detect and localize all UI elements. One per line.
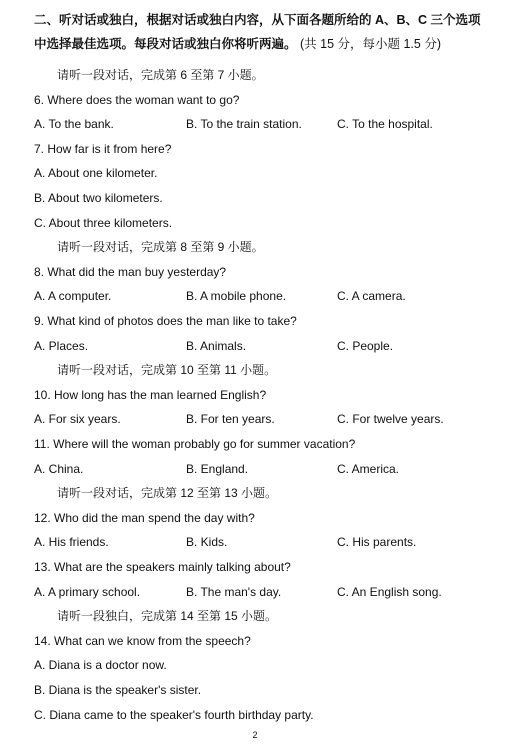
question-line: 10. How long has the man learned English? <box>34 388 267 402</box>
question-line: 7. How far is it from here? <box>34 142 172 156</box>
option-a: A. For six years. <box>34 412 121 426</box>
option-c: C. A camera. <box>337 289 406 303</box>
option-c: C. People. <box>337 339 394 353</box>
option-c: C. America. <box>337 462 400 476</box>
option-c: C. His parents. <box>337 535 417 549</box>
question-line: A. About one kilometer. <box>34 166 158 180</box>
option-b: B. A mobile phone. <box>186 289 287 303</box>
question-line: 6. Where does the woman want to go? <box>34 93 240 107</box>
option-b: B. Kids. <box>186 535 228 549</box>
listening-instruction: 请听一段对话，完成第 12 至第 13 小题。 <box>57 486 278 500</box>
option-b: B. The man's day. <box>186 585 282 599</box>
options-row <box>34 584 494 600</box>
question-line: B. Diana is the speaker's sister. <box>34 683 202 697</box>
question-line: 9. What kind of photos does the man like to take? <box>34 314 297 328</box>
question-line: C. Diana came to the speaker's fourth birthday party. <box>34 708 314 722</box>
question-line: 8. What did the man buy yesterday? <box>34 265 227 279</box>
option-a: A. China. <box>34 462 84 476</box>
option-a: A. To the bank. <box>34 117 114 131</box>
question-line: 14. What can we know from the speech? <box>34 634 251 648</box>
question-line: B. About two kilometers. <box>34 191 163 205</box>
question-line: A. Diana is a doctor now. <box>34 658 167 672</box>
listening-instruction: 请听一段对话，完成第 6 至第 7 小题。 <box>57 68 264 82</box>
question-line: 13. What are the speakers mainly talking about? <box>34 560 291 574</box>
option-c: C. To the hospital. <box>337 117 433 131</box>
listening-instruction: 请听一段独白，完成第 14 至第 15 小题。 <box>57 609 278 623</box>
question-line: 11. Where will the woman probably go for summer vacation? <box>34 437 356 451</box>
options-row <box>34 534 494 550</box>
question-line: C. About three kilometers. <box>34 216 173 230</box>
options-row <box>34 288 494 304</box>
question-line: 12. Who did the man spend the day with? <box>34 511 255 525</box>
option-a: A. A computer. <box>34 289 112 303</box>
options-row <box>34 411 494 427</box>
option-a: A. His friends. <box>34 535 109 549</box>
option-a: A. Places. <box>34 339 89 353</box>
option-a: A. A primary school. <box>34 585 141 599</box>
option-b: B. To the train station. <box>186 117 302 131</box>
options-row <box>34 338 494 354</box>
option-b: B. Animals. <box>186 339 247 353</box>
option-b: B. For ten years. <box>186 412 275 426</box>
section-score: (共 15 分，每小题 1.5 分) <box>300 37 441 51</box>
listening-instruction: 请听一段对话，完成第 8 至第 9 小题。 <box>57 240 264 254</box>
section-title: 二、听对话或独白，根据对话或独白内容，从下面各题所给的 A、B、C 三个选项中选择最佳选项。每段对话或独白你将听两遍。 <box>34 13 481 51</box>
option-b: B. England. <box>186 462 249 476</box>
listening-instruction: 请听一段对话，完成第 10 至第 11 小题。 <box>57 363 277 377</box>
page-number: 2 <box>252 730 258 740</box>
option-c: C. An English song. <box>337 585 442 599</box>
option-c: C. For twelve years. <box>337 412 444 426</box>
options-row <box>34 116 494 132</box>
options-row <box>34 461 494 477</box>
section-header <box>34 8 484 56</box>
